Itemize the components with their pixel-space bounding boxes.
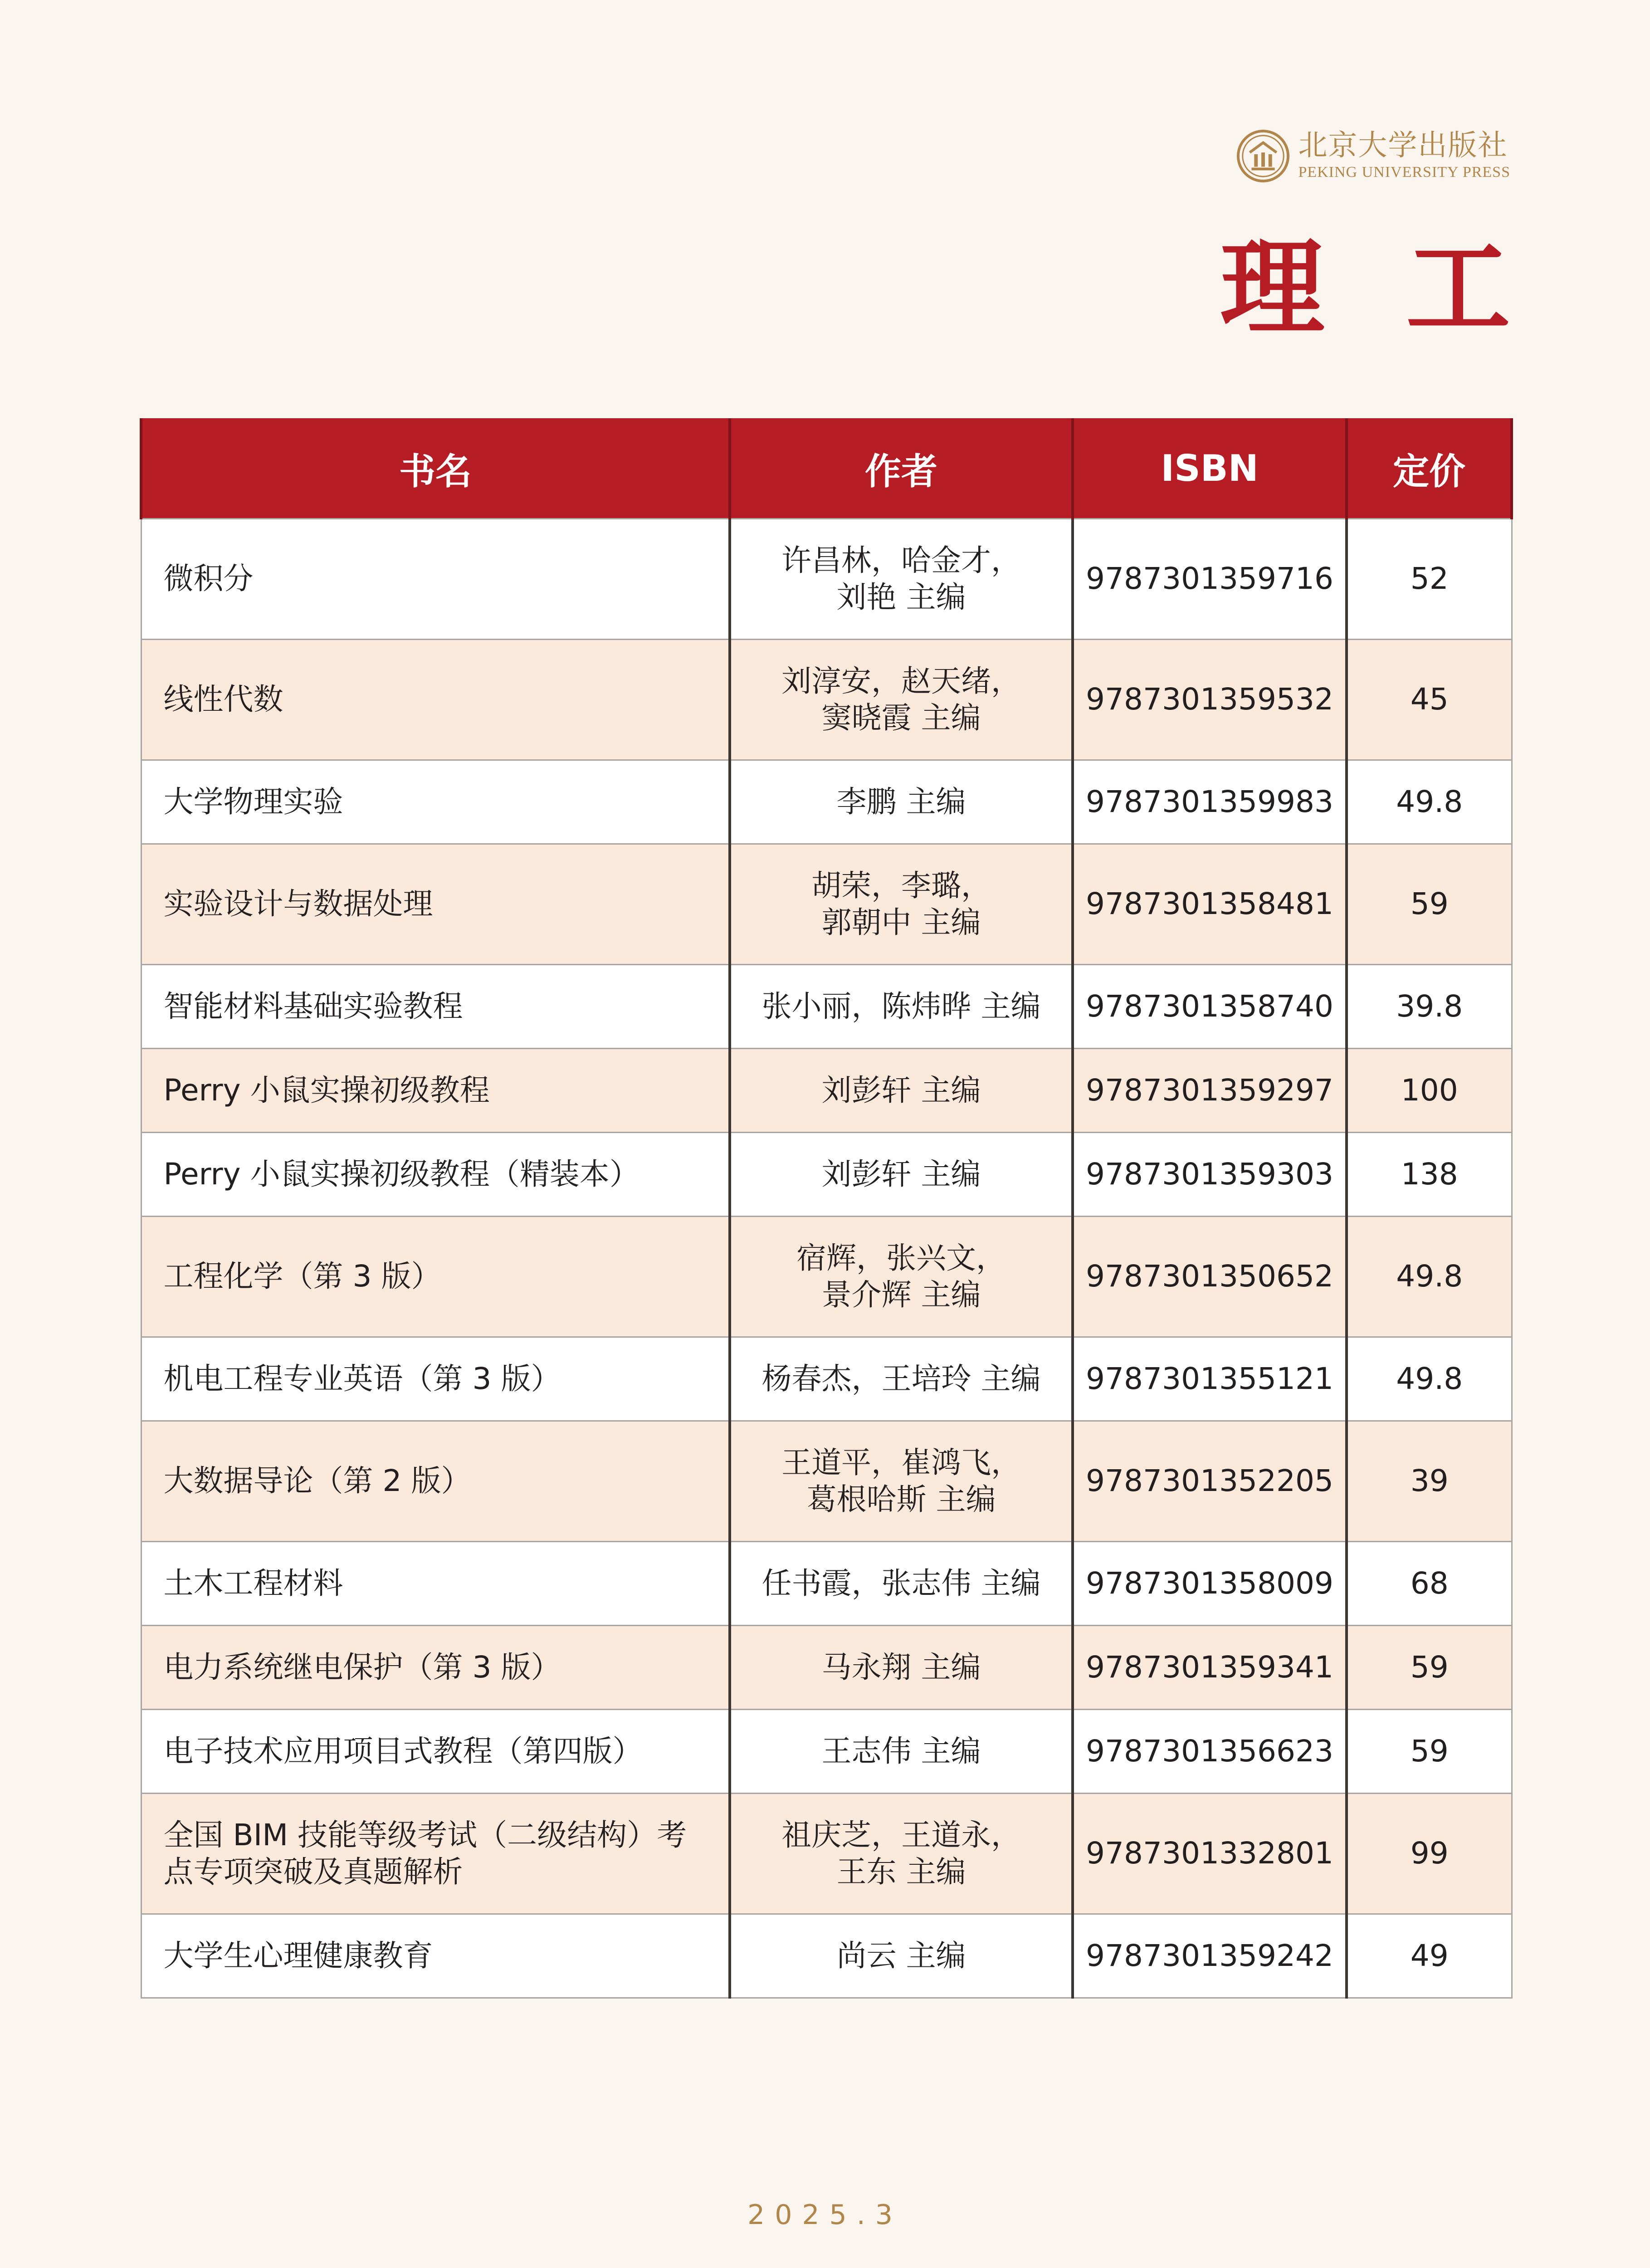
author-line: 胡荣，李璐， — [811, 868, 991, 903]
author-cell — [730, 1133, 1073, 1217]
isbn-cell: 9787301359341 — [1073, 1626, 1347, 1710]
price-cell: 45 — [1347, 640, 1512, 760]
isbn-cell: 9787301359716 — [1073, 519, 1347, 640]
price-cell: 59 — [1347, 1626, 1512, 1710]
price-cell: 49.8 — [1347, 760, 1512, 844]
publication-date: 2025.3 — [747, 2199, 903, 2231]
table-row — [141, 965, 1512, 1049]
author-line: 王道平，崔鸿飞， — [781, 1445, 1021, 1480]
isbn-cell: 9787301359242 — [1073, 1914, 1347, 1998]
book-title-cell: 大数据导论（第 2 版） — [141, 1421, 730, 1542]
author-line: 刘淳安，赵天绪， — [781, 663, 1021, 699]
book-title-cell: 大学物理实验 — [141, 760, 730, 844]
author-line: 刘彭轩 主编 — [821, 1072, 981, 1108]
author-cell — [730, 1421, 1073, 1542]
isbn-cell: 9787301358740 — [1073, 965, 1347, 1049]
author-cell — [730, 844, 1073, 965]
price-cell: 59 — [1347, 844, 1512, 965]
table-row — [141, 760, 1512, 844]
book-title-cell: 电力系统继电保护（第 3 版） — [141, 1626, 730, 1710]
author-line: 郭朝中 主编 — [821, 904, 981, 940]
price-cell: 39.8 — [1347, 965, 1512, 1049]
book-title-cell: 线性代数 — [141, 640, 730, 760]
author-line: 窦晓霞 主编 — [821, 700, 981, 735]
author-line: 刘彭轩 主编 — [821, 1156, 981, 1192]
price-cell: 39 — [1347, 1421, 1512, 1542]
author-line: 许昌林，哈金才， — [781, 543, 1021, 578]
price-cell: 59 — [1347, 1710, 1512, 1794]
price-cell: 49.8 — [1347, 1337, 1512, 1421]
author-cell — [730, 1337, 1073, 1421]
author-line: 宿辉，张兴文， — [796, 1240, 1006, 1276]
table-row — [141, 640, 1512, 760]
header-title: 书名 — [141, 418, 730, 519]
table-row — [141, 844, 1512, 965]
book-title-cell: 实验设计与数据处理 — [141, 844, 730, 965]
author-cell — [730, 519, 1073, 640]
isbn-cell: 9787301332801 — [1073, 1794, 1347, 1914]
isbn-cell: 9787301359297 — [1073, 1049, 1347, 1133]
author-line: 马永翔 主编 — [821, 1649, 981, 1685]
author-line: 王东 主编 — [836, 1854, 966, 1889]
isbn-cell: 9787301350652 — [1073, 1217, 1347, 1337]
price-cell: 100 — [1347, 1049, 1512, 1133]
author-cell — [730, 1914, 1073, 1998]
author-line: 杨春杰，王培玲 主编 — [762, 1361, 1041, 1396]
book-title-cell: 智能材料基础实验教程 — [141, 965, 730, 1049]
book-title-cell: Perry 小鼠实操初级教程（精装本） — [141, 1133, 730, 1217]
pku-seal-icon — [1236, 129, 1290, 183]
publisher-name-cn: 北京大学出版社 — [1298, 129, 1508, 163]
author-line: 任书霞，张志伟 主编 — [762, 1565, 1041, 1601]
publisher-logo — [1236, 129, 1510, 183]
author-cell — [730, 1049, 1073, 1133]
author-line: 李鹏 主编 — [836, 784, 966, 819]
category-title: 理工 — [1220, 227, 1592, 349]
table-row — [141, 1710, 1512, 1794]
header-isbn: ISBN — [1073, 418, 1347, 519]
isbn-cell: 9787301359532 — [1073, 640, 1347, 760]
price-cell: 138 — [1347, 1133, 1512, 1217]
isbn-cell: 9787301359303 — [1073, 1133, 1347, 1217]
book-title-cell: 大学生心理健康教育 — [141, 1914, 730, 1998]
header-price: 定价 — [1347, 418, 1512, 519]
book-title-cell: 工程化学（第 3 版） — [141, 1217, 730, 1337]
book-table — [140, 418, 1513, 1999]
price-cell: 49 — [1347, 1914, 1512, 1998]
author-line: 景介辉 主编 — [821, 1277, 981, 1312]
table-header-row — [141, 418, 1512, 519]
price-cell: 99 — [1347, 1794, 1512, 1914]
author-line: 尚云 主编 — [836, 1938, 966, 1973]
table-row — [141, 519, 1512, 640]
isbn-cell: 9787301355121 — [1073, 1337, 1347, 1421]
book-title-cell: Perry 小鼠实操初级教程 — [141, 1049, 730, 1133]
author-line: 祖庆芝，王道永， — [781, 1817, 1021, 1853]
author-cell — [730, 640, 1073, 760]
table-row — [141, 1133, 1512, 1217]
price-cell: 52 — [1347, 519, 1512, 640]
author-cell — [730, 1626, 1073, 1710]
price-cell: 49.8 — [1347, 1217, 1512, 1337]
table-row — [141, 1626, 1512, 1710]
publisher-name-en: PEKING UNIVERSITY PRESS — [1298, 164, 1510, 181]
table-row — [141, 1217, 1512, 1337]
table-row — [141, 1542, 1512, 1626]
book-title-cell: 机电工程专业英语（第 3 版） — [141, 1337, 730, 1421]
author-cell — [730, 1710, 1073, 1794]
author-line: 王志伟 主编 — [821, 1733, 981, 1769]
book-title-cell: 电子技术应用项目式教程（第四版） — [141, 1710, 730, 1794]
table-row — [141, 1421, 1512, 1542]
table-row — [141, 1914, 1512, 1998]
table-row — [141, 1049, 1512, 1133]
book-title-cell: 土木工程材料 — [141, 1542, 730, 1626]
isbn-cell: 9787301359983 — [1073, 760, 1347, 844]
author-cell — [730, 1794, 1073, 1914]
isbn-cell: 9787301358481 — [1073, 844, 1347, 965]
author-line: 刘艳 主编 — [836, 579, 966, 615]
author-line: 葛根哈斯 主编 — [806, 1481, 996, 1517]
book-title-cell: 微积分 — [141, 519, 730, 640]
isbn-cell: 9787301358009 — [1073, 1542, 1347, 1626]
author-line: 张小丽，陈炜晔 主编 — [762, 988, 1041, 1024]
isbn-cell: 9787301352205 — [1073, 1421, 1347, 1542]
author-cell — [730, 1542, 1073, 1626]
header-author: 作者 — [730, 418, 1073, 519]
author-cell — [730, 760, 1073, 844]
author-cell — [730, 965, 1073, 1049]
table-row — [141, 1794, 1512, 1914]
table-row — [141, 1337, 1512, 1421]
author-cell — [730, 1217, 1073, 1337]
price-cell: 68 — [1347, 1542, 1512, 1626]
isbn-cell: 9787301356623 — [1073, 1710, 1347, 1794]
book-title-cell: 全国 BIM 技能等级考试（二级结构）考点专项突破及真题解析 — [141, 1794, 730, 1914]
